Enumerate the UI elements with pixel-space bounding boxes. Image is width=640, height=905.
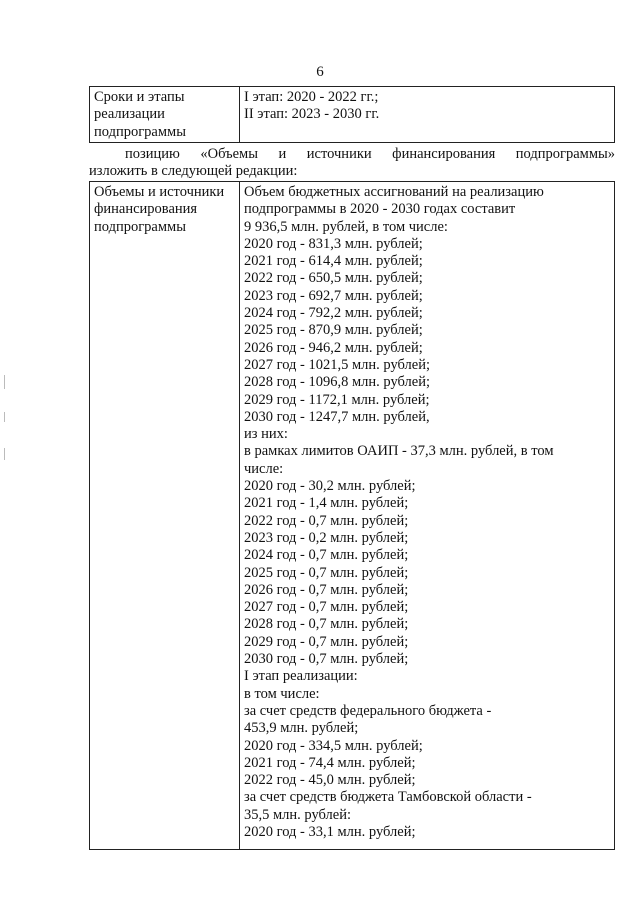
funding-value-line: 2023 год - 692,7 млн. рублей; — [244, 287, 423, 304]
funding-value-line: 35,5 млн. рублей: — [244, 806, 352, 823]
funding-value-line: 2021 год - 1,4 млн. рублей; — [244, 495, 409, 512]
funding-table — [89, 181, 615, 850]
funding-value-line: за счет средств федерального бюджета - — [244, 702, 492, 719]
funding-value-line: 2020 год - 30,2 млн. рублей; — [244, 478, 416, 495]
funding-value-line: 2027 год - 1021,5 млн. рублей; — [244, 356, 431, 373]
funding-value-line: подпрограммы в 2020 - 2030 годах составит — [244, 201, 516, 218]
funding-value-line: 2024 год - 0,7 млн. рублей; — [244, 547, 409, 564]
funding-value-line: 2028 год - 1096,8 млн. рублей; — [244, 374, 431, 391]
funding-value-line: 2027 год - 0,7 млн. рублей; — [244, 599, 409, 616]
margin-mark — [4, 412, 5, 422]
funding-value-line: 2025 год - 0,7 млн. рублей; — [244, 564, 409, 581]
timing-label-line: Сроки и этапы — [94, 89, 185, 105]
funding-label-line: Объемы и источники — [94, 184, 225, 200]
funding-value-line: 2026 год - 946,2 млн. рублей; — [244, 339, 423, 356]
timing-label-line: подпрограммы — [94, 123, 186, 140]
margin-mark — [4, 375, 5, 389]
funding-value-line: 2020 год - 831,3 млн. рублей; — [244, 235, 423, 252]
funding-value-line: из них: — [244, 426, 288, 443]
margin-mark — [4, 448, 5, 460]
funding-value-line: 2024 год - 792,2 млн. рублей; — [244, 305, 423, 322]
funding-value-line: 453,9 млн. рублей; — [244, 720, 359, 737]
funding-value-line: за счет средств бюджета Тамбовской области - — [244, 789, 532, 806]
funding-value-line: 2022 год - 0,7 млн. рублей; — [244, 512, 409, 529]
funding-value-line: 2023 год - 0,2 млн. рублей; — [244, 529, 409, 546]
funding-value-line: 2022 год - 650,5 млн. рублей; — [244, 270, 423, 287]
funding-value-line: в рамках лимитов ОАИП - 37,3 млн. рублей, в том — [244, 443, 554, 460]
timing-label-line: реализации — [94, 106, 165, 123]
funding-label-cell — [90, 182, 240, 850]
funding-value-line: 2030 год - 0,7 млн. рублей; — [244, 651, 409, 668]
funding-value-line: числе: — [244, 460, 284, 477]
funding-value-line: 2028 год - 0,7 млн. рублей; — [244, 616, 409, 633]
funding-value-line: 9 936,5 млн. рублей, в том числе: — [244, 218, 448, 235]
funding-value-line: I этап реализации: — [244, 668, 358, 685]
instruction-paragraph — [89, 146, 615, 181]
funding-value-line: 2025 год - 870,9 млн. рублей; — [244, 322, 423, 339]
timing-table — [89, 86, 615, 143]
funding-value-line: 2021 год - 614,4 млн. рублей; — [244, 253, 423, 270]
funding-value-cell — [240, 182, 615, 850]
funding-value-line: 2020 год - 33,1 млн. рублей; — [244, 823, 416, 840]
funding-row — [90, 182, 615, 850]
funding-value-line: 2029 год - 1172,1 млн. рублей; — [244, 391, 430, 408]
instruction-line-1: позицию «Объемы и источники финансирования подпрограммы» — [125, 146, 615, 162]
funding-value-line: 2020 год - 334,5 млн. рублей; — [244, 737, 423, 754]
instruction-line-2: изложить в следующей редакции: — [89, 163, 298, 180]
funding-value-line: в том числе: — [244, 685, 320, 702]
funding-value-line: 2022 год - 45,0 млн. рублей; — [244, 772, 416, 789]
funding-value-line: 2030 год - 1247,7 млн. рублей, — [244, 408, 430, 425]
funding-label-line: подпрограммы — [94, 218, 186, 235]
funding-value-line: 2021 год - 74,4 млн. рублей; — [244, 754, 416, 771]
funding-label-line: финансирования — [94, 201, 198, 218]
funding-value-line: 2029 год - 0,7 млн. рублей; — [244, 633, 409, 650]
stage-1-text: I этап: 2020 - 2022 гг.; — [244, 89, 379, 105]
timing-row — [90, 87, 615, 143]
funding-value-line: 2026 год - 0,7 млн. рублей; — [244, 581, 409, 598]
page-number: 6 — [316, 64, 324, 80]
funding-value-line: Объем бюджетных ассигнований на реализацию — [244, 184, 544, 200]
timing-label-cell — [90, 87, 240, 143]
timing-value-cell — [240, 87, 615, 143]
stage-2-text: II этап: 2023 - 2030 гг. — [244, 106, 380, 123]
